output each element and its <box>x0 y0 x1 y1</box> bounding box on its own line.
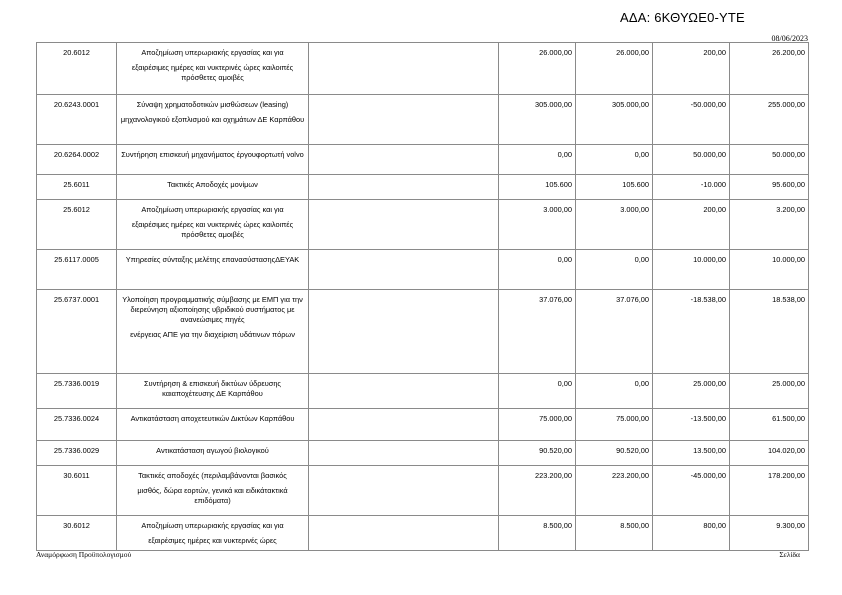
description-line: εξαιρέσιμες ημέρες και νυκτερινές ώρες καιλοιπές πρόσθετες αμοιβές <box>131 220 294 239</box>
change-amount: -50.000,00 <box>653 95 730 145</box>
new-amount: 50.000,00 <box>730 145 809 175</box>
account-description <box>117 374 309 409</box>
empty-cell <box>309 441 499 466</box>
initial-amount: 37.076,00 <box>499 290 576 374</box>
account-code: 20.6012 <box>37 43 117 95</box>
empty-cell <box>309 200 499 250</box>
table-row <box>37 145 809 175</box>
description-line: Τακτικές Αποδοχές μονίμων <box>167 180 258 189</box>
initial-amount: 75.000,00 <box>499 409 576 441</box>
account-code: 20.6243.0001 <box>37 95 117 145</box>
account-description <box>117 441 309 466</box>
current-amount: 305.000,00 <box>576 95 653 145</box>
description-line: εξαιρέσιμες ημέρες και νυκτερινές ώρες <box>148 536 277 545</box>
table-row <box>37 441 809 466</box>
table-row <box>37 95 809 145</box>
new-amount: 255.000,00 <box>730 95 809 145</box>
table-row <box>37 516 809 551</box>
description-line: Αποζημίωση υπερωριακής εργασίας και για <box>141 48 284 57</box>
initial-amount: 0,00 <box>499 145 576 175</box>
change-amount: 200,00 <box>653 200 730 250</box>
change-amount: 200,00 <box>653 43 730 95</box>
current-amount: 0,00 <box>576 145 653 175</box>
initial-amount: 223.200,00 <box>499 466 576 516</box>
ada-code: ΑΔΑ: 6ΚΘΥΩΕ0-ΥΤΕ <box>620 10 745 25</box>
current-amount: 8.500,00 <box>576 516 653 551</box>
table-row <box>37 43 809 95</box>
empty-cell <box>309 95 499 145</box>
description-line: Αντικατάσταση αγωγού βιολογικού <box>156 446 269 455</box>
new-amount: 3.200,00 <box>730 200 809 250</box>
empty-cell <box>309 409 499 441</box>
description-line: Συντήρηση & επισκευή δικτύων ύδρευσης καιαποχέτευσης ΔΕ Καρπάθου <box>143 379 281 398</box>
account-description <box>117 466 309 516</box>
document-date: 08/06/2023 <box>771 34 808 43</box>
empty-cell <box>309 250 499 290</box>
description-line: Υλοποίηση προγραμματικής σύμβασης με ΕΜΠ για την διερεύνηση αξιοποίησης υβριδικού συστήματος με ανανεώσιμες πηγές <box>122 295 303 324</box>
initial-amount: 90.520,00 <box>499 441 576 466</box>
new-amount: 104.020,00 <box>730 441 809 466</box>
description-line: Αποζημίωση υπερωριακής εργασίας και για <box>141 521 284 530</box>
change-amount: -10.000 <box>653 175 730 200</box>
table-row <box>37 175 809 200</box>
description-line: Σύναψη χρηματοδοτικών μισθώσεων (leasing) <box>136 100 289 109</box>
account-description <box>117 145 309 175</box>
table-row <box>37 374 809 409</box>
account-description <box>117 200 309 250</box>
current-amount: 3.000,00 <box>576 200 653 250</box>
new-amount: 178.200,00 <box>730 466 809 516</box>
empty-cell <box>309 175 499 200</box>
new-amount: 18.538,00 <box>730 290 809 374</box>
current-amount: 105.600 <box>576 175 653 200</box>
change-amount: 13.500,00 <box>653 441 730 466</box>
description-line: ενέργειας ΑΠΕ για την διαχείριση υδάτινων πόρων <box>130 330 295 339</box>
table-row <box>37 200 809 250</box>
initial-amount: 0,00 <box>499 250 576 290</box>
change-amount: 25.000,00 <box>653 374 730 409</box>
current-amount: 223.200,00 <box>576 466 653 516</box>
account-description <box>117 43 309 95</box>
account-code: 30.6011 <box>37 466 117 516</box>
table-row <box>37 250 809 290</box>
footer-title: Αναμόρφωση Προϋπολογισμού <box>36 550 132 559</box>
empty-cell <box>309 43 499 95</box>
description-line: Τακτικές αποδοχές (περιλαμβάνονται βασικός <box>138 471 287 480</box>
account-code: 25.7336.0019 <box>37 374 117 409</box>
budget-table <box>36 42 809 551</box>
change-amount: -45.000,00 <box>653 466 730 516</box>
empty-cell <box>309 145 499 175</box>
initial-amount: 105.600 <box>499 175 576 200</box>
current-amount: 75.000,00 <box>576 409 653 441</box>
initial-amount: 8.500,00 <box>499 516 576 551</box>
account-description <box>117 409 309 441</box>
account-description <box>117 95 309 145</box>
new-amount: 95.600,00 <box>730 175 809 200</box>
change-amount: 10.000,00 <box>653 250 730 290</box>
new-amount: 25.000,00 <box>730 374 809 409</box>
account-code: 25.7336.0024 <box>37 409 117 441</box>
budget-table-body <box>37 43 809 551</box>
empty-cell <box>309 516 499 551</box>
account-code: 20.6264.0002 <box>37 145 117 175</box>
account-description <box>117 516 309 551</box>
change-amount: 800,00 <box>653 516 730 551</box>
change-amount: -13.500,00 <box>653 409 730 441</box>
empty-cell <box>309 374 499 409</box>
account-code: 25.7336.0029 <box>37 441 117 466</box>
initial-amount: 26.000,00 <box>499 43 576 95</box>
account-code: 25.6737.0001 <box>37 290 117 374</box>
account-code: 25.6012 <box>37 200 117 250</box>
initial-amount: 0,00 <box>499 374 576 409</box>
description-line: Αντικατάσταση αποχετευτικών Δικτύων Καρπάθου <box>130 414 295 423</box>
current-amount: 0,00 <box>576 250 653 290</box>
current-amount: 26.000,00 <box>576 43 653 95</box>
account-description <box>117 250 309 290</box>
description-line: Συντήρηση επισκευή μηχανήματος έργουφορτωτή volvo <box>121 150 304 159</box>
empty-cell <box>309 290 499 374</box>
description-line: μηχανολογικού εξοπλισμού και οχημάτων ΔΕ Καρπάθου <box>120 115 305 124</box>
account-code: 25.6011 <box>37 175 117 200</box>
current-amount: 37.076,00 <box>576 290 653 374</box>
new-amount: 10.000,00 <box>730 250 809 290</box>
description-line: Αποζημίωση υπερωριακής εργασίας και για <box>141 205 284 214</box>
new-amount: 9.300,00 <box>730 516 809 551</box>
table-row <box>37 466 809 516</box>
change-amount: -18.538,00 <box>653 290 730 374</box>
initial-amount: 305.000,00 <box>499 95 576 145</box>
description-line: Υπηρεσίες σύνταξης μελέτης επανασύστασηςΔΕΥΑΚ <box>125 255 300 264</box>
new-amount: 61.500,00 <box>730 409 809 441</box>
change-amount: 50.000,00 <box>653 145 730 175</box>
footer-page-label: Σελίδα <box>779 550 800 559</box>
empty-cell <box>309 466 499 516</box>
current-amount: 90.520,00 <box>576 441 653 466</box>
account-code: 30.6012 <box>37 516 117 551</box>
table-row <box>37 409 809 441</box>
description-line: εξαιρέσιμες ημέρες και νυκτερινές ώρες καιλοιπές πρόσθετες αμοιβές <box>131 63 294 82</box>
table-row <box>37 290 809 374</box>
description-line: μισθός, δώρα εορτών, γενικά και ειδικάτακτικά επιδόματα) <box>137 486 288 505</box>
initial-amount: 3.000,00 <box>499 200 576 250</box>
new-amount: 26.200,00 <box>730 43 809 95</box>
account-description <box>117 290 309 374</box>
account-code: 25.6117.0005 <box>37 250 117 290</box>
current-amount: 0,00 <box>576 374 653 409</box>
account-description <box>117 175 309 200</box>
